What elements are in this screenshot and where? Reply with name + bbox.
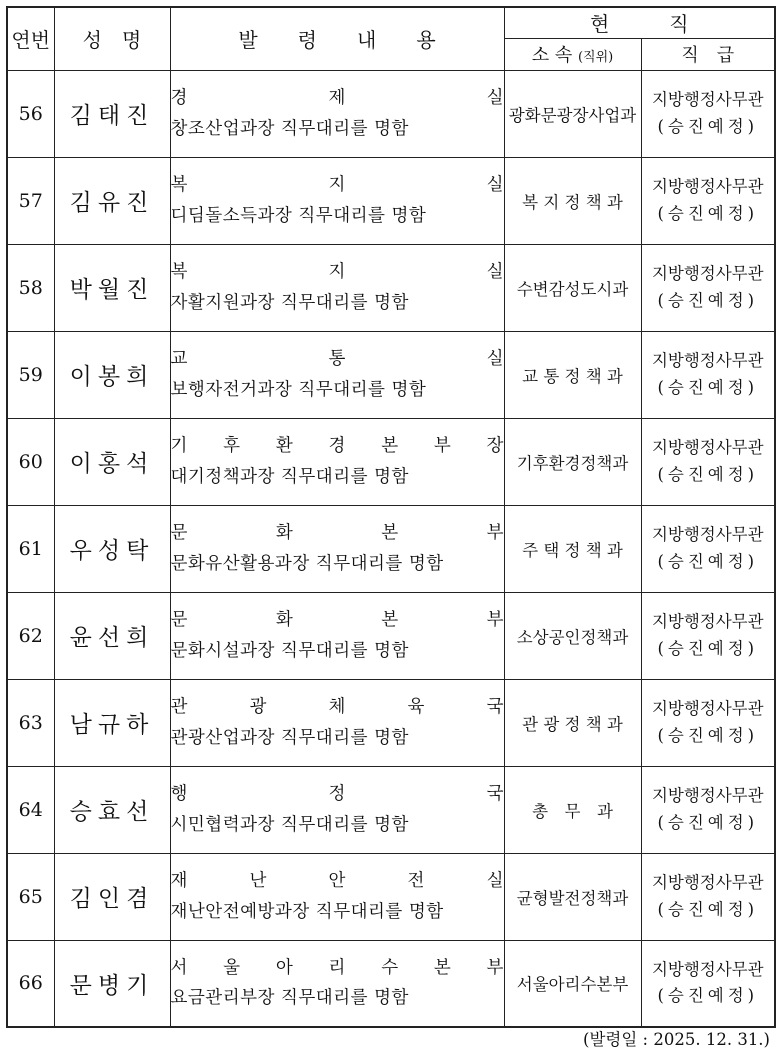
person-name: 남규하	[54, 679, 170, 766]
current-grade	[641, 592, 775, 679]
appointment-duty: 디딤돌소득과장 직무대리를 명함	[170, 205, 427, 226]
division-char: 제	[328, 87, 346, 108]
issue-date: (발령일 : 2025. 12. 31.)	[583, 1030, 770, 1049]
row-number: 66	[7, 940, 54, 1027]
table-body	[7, 70, 775, 1027]
appointment-division	[171, 170, 504, 201]
table-row	[7, 418, 775, 505]
division-char: 국	[486, 783, 504, 804]
division-char: 서	[170, 957, 188, 978]
grade-title: 지방행정사무관	[651, 525, 764, 545]
division-char: 전	[407, 870, 425, 891]
row-number: 62	[7, 592, 54, 679]
current-grade	[641, 157, 775, 244]
division-char: 문	[170, 522, 188, 543]
division-char: 체	[328, 696, 346, 717]
appointment-duty: 요금관리부장 직무대리를 명함	[170, 988, 409, 1009]
division-char: 교	[170, 348, 188, 369]
appointment-duty: 창조산업과장 직무대리를 명함	[170, 118, 409, 139]
appointment-division	[171, 779, 504, 810]
appointment-division	[171, 866, 504, 897]
grade-title: 지방행정사무관	[651, 612, 764, 632]
division-char: 복	[170, 261, 188, 282]
current-grade	[641, 70, 775, 157]
grade-note: (승진예정)	[657, 812, 759, 832]
appointment-division	[171, 605, 504, 636]
current-department: 교 통 정 책 과	[504, 331, 641, 418]
appointment-content	[170, 418, 504, 505]
appointment-duty: 대기정책과장 직무대리를 명함	[170, 466, 409, 487]
division-char: 본	[433, 957, 451, 978]
division-char: 화	[275, 609, 293, 630]
appointment-duty: 재난안전예방과장 직무대리를 명함	[170, 901, 444, 922]
row-number: 61	[7, 505, 54, 592]
appointment-duty: 자활지원과장 직무대리를 명함	[170, 292, 409, 313]
current-department: 관 광 정 책 과	[504, 679, 641, 766]
grade-note: (승진예정)	[657, 377, 759, 397]
table-row	[7, 505, 775, 592]
division-char: 수	[381, 957, 399, 978]
person-name: 김인겸	[54, 853, 170, 940]
person-name: 승효선	[54, 766, 170, 853]
division-char: 국	[486, 696, 504, 717]
current-grade	[641, 766, 775, 853]
appointment-duty: 문화유산활용과장 직무대리를 명함	[170, 553, 444, 574]
person-name: 윤선희	[54, 592, 170, 679]
division-char: 본	[381, 609, 399, 630]
grade-title: 지방행정사무관	[651, 786, 764, 806]
appointment-table	[6, 6, 776, 1028]
division-char: 환	[275, 435, 293, 456]
current-department: 수변감성도시과	[504, 244, 641, 331]
person-name: 문병기	[54, 940, 170, 1027]
header-dept-label: 소 속	[531, 45, 573, 66]
person-name: 박월진	[54, 244, 170, 331]
row-number: 64	[7, 766, 54, 853]
appointment-division	[171, 83, 504, 114]
grade-title: 지방행정사무관	[651, 438, 764, 458]
division-char: 정	[328, 783, 346, 804]
division-char: 울	[223, 957, 241, 978]
table-row	[7, 331, 775, 418]
appointment-division	[171, 953, 504, 984]
division-char: 실	[486, 261, 504, 282]
appointment-content	[170, 505, 504, 592]
row-number: 65	[7, 853, 54, 940]
current-department: 복 지 정 책 과	[504, 157, 641, 244]
division-char: 재	[170, 870, 188, 891]
row-number: 56	[7, 70, 54, 157]
division-char: 장	[486, 435, 504, 456]
table-row	[7, 679, 775, 766]
appointment-division	[171, 344, 504, 375]
grade-note: (승진예정)	[657, 290, 759, 310]
row-number: 59	[7, 331, 54, 418]
division-char: 본	[381, 435, 399, 456]
current-grade	[641, 244, 775, 331]
table-row	[7, 766, 775, 853]
current-department: 주 택 정 책 과	[504, 505, 641, 592]
division-char: 기	[170, 435, 188, 456]
grade-note: (승진예정)	[657, 203, 759, 223]
header-decision: 발 령 내 용	[170, 7, 504, 70]
division-char: 본	[381, 522, 399, 543]
appointment-content	[170, 244, 504, 331]
appointment-content	[170, 70, 504, 157]
table-row	[7, 157, 775, 244]
division-char: 리	[328, 957, 346, 978]
grade-title: 지방행정사무관	[651, 959, 764, 979]
division-char: 지	[328, 174, 346, 195]
table-row	[7, 940, 775, 1027]
appointment-duty: 시민협력과장 직무대리를 명함	[170, 814, 409, 835]
appointment-duty: 문화시설과장 직무대리를 명함	[170, 640, 409, 661]
header-name: 성 명	[54, 7, 170, 70]
division-char: 관	[170, 696, 188, 717]
grade-title: 지방행정사무관	[651, 264, 764, 284]
header-current: 현 직	[504, 7, 775, 38]
table-row	[7, 244, 775, 331]
division-char: 아	[275, 957, 293, 978]
current-department: 기후환경정책과	[504, 418, 641, 505]
current-department: 소상공인정책과	[504, 592, 641, 679]
grade-note: (승진예정)	[657, 899, 759, 919]
person-name: 이홍석	[54, 418, 170, 505]
division-char: 지	[328, 261, 346, 282]
division-char: 부	[433, 435, 451, 456]
appointment-duty: 보행자전거과장 직무대리를 명함	[170, 379, 427, 400]
division-char: 경	[328, 435, 346, 456]
current-department: 균형발전정책과	[504, 853, 641, 940]
appointment-duty: 관광산업과장 직무대리를 명함	[170, 727, 409, 748]
appointment-division	[171, 431, 504, 462]
division-char: 부	[486, 957, 504, 978]
current-grade	[641, 853, 775, 940]
appointment-content	[170, 853, 504, 940]
appointment-content	[170, 940, 504, 1027]
division-char: 경	[170, 87, 188, 108]
division-char: 광	[249, 696, 267, 717]
current-grade	[641, 418, 775, 505]
person-name: 김유진	[54, 157, 170, 244]
division-char: 부	[486, 522, 504, 543]
table-row	[7, 853, 775, 940]
row-number: 57	[7, 157, 54, 244]
division-char: 부	[486, 609, 504, 630]
appointment-division	[171, 257, 504, 288]
division-char: 실	[486, 174, 504, 195]
appointment-division	[171, 518, 504, 549]
division-char: 실	[486, 348, 504, 369]
person-name: 김태진	[54, 70, 170, 157]
grade-title: 지방행정사무관	[651, 699, 764, 719]
grade-title: 지방행정사무관	[651, 90, 764, 110]
grade-note: (승진예정)	[657, 638, 759, 658]
current-department: 서울아리수본부	[504, 940, 641, 1027]
table-row	[7, 70, 775, 157]
division-char: 후	[223, 435, 241, 456]
division-char: 화	[275, 522, 293, 543]
division-char: 실	[486, 87, 504, 108]
table-row	[7, 592, 775, 679]
appointment-division	[171, 692, 504, 723]
appointment-content	[170, 592, 504, 679]
grade-title: 지방행정사무관	[651, 351, 764, 371]
current-department: 광화문광장사업과	[504, 70, 641, 157]
division-char: 육	[407, 696, 425, 717]
current-grade	[641, 679, 775, 766]
division-char: 통	[328, 348, 346, 369]
grade-note: (승진예정)	[657, 986, 759, 1006]
appointment-content	[170, 331, 504, 418]
current-grade	[641, 505, 775, 592]
grade-note: (승진예정)	[657, 464, 759, 484]
division-char: 실	[486, 870, 504, 891]
table-header	[7, 7, 775, 70]
current-grade	[641, 940, 775, 1027]
grade-note: (승진예정)	[657, 551, 759, 571]
division-char: 복	[170, 174, 188, 195]
division-char: 안	[328, 870, 346, 891]
person-name: 우성탁	[54, 505, 170, 592]
appointment-content	[170, 157, 504, 244]
grade-note: (승진예정)	[657, 725, 759, 745]
header-grade: 직 급	[641, 38, 775, 70]
division-char: 난	[249, 870, 267, 891]
grade-note: (승진예정)	[657, 116, 759, 136]
row-number: 58	[7, 244, 54, 331]
header-dept	[504, 38, 641, 70]
row-number: 60	[7, 418, 54, 505]
current-department: 총 무 과	[504, 766, 641, 853]
grade-title: 지방행정사무관	[651, 177, 764, 197]
grade-title: 지방행정사무관	[651, 873, 764, 893]
header-no: 연번	[7, 7, 54, 70]
current-grade	[641, 331, 775, 418]
person-name: 이봉희	[54, 331, 170, 418]
division-char: 문	[170, 609, 188, 630]
appointment-content	[170, 679, 504, 766]
division-char: 행	[170, 783, 188, 804]
appointment-content	[170, 766, 504, 853]
header-dept-paren: (직위)	[577, 50, 614, 65]
row-number: 63	[7, 679, 54, 766]
